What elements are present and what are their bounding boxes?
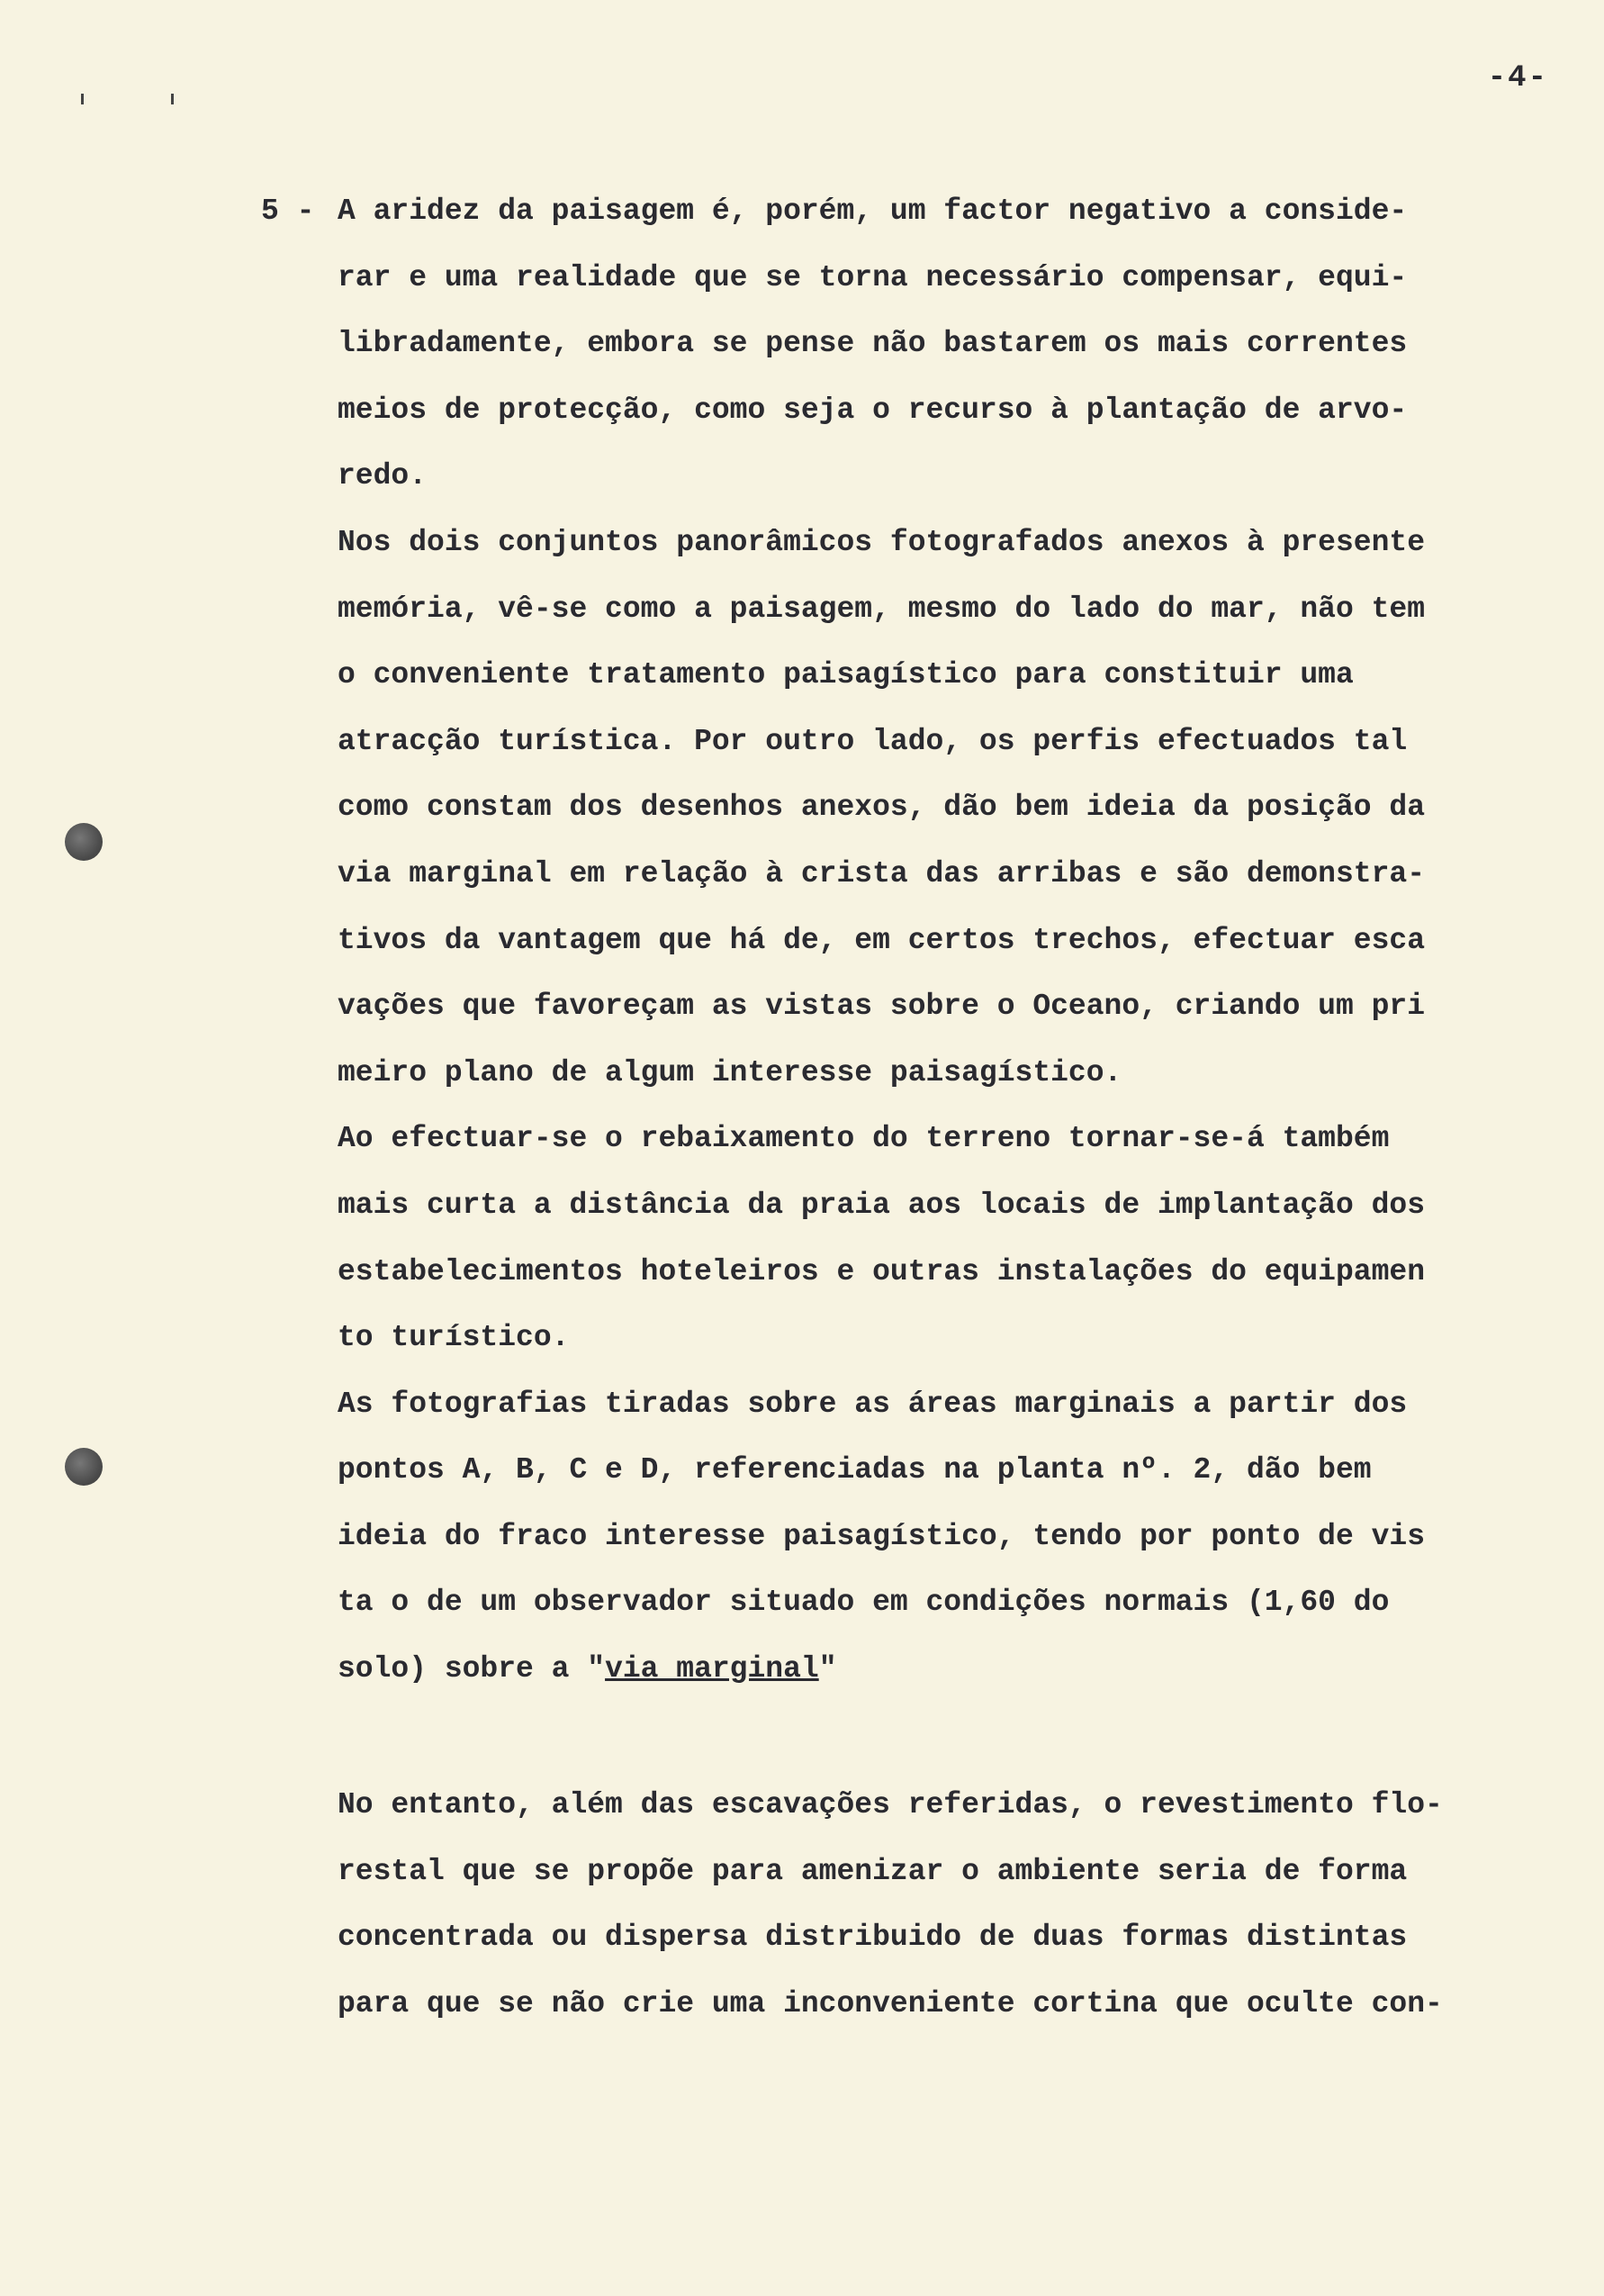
text-line: atracção turística. Por outro lado, os perfis efectuados tal (338, 724, 1408, 758)
text-line: meiro plano de algum interesse paisagístico. (338, 1055, 1122, 1089)
text-line: restal que se propõe para amenizar o ambiente seria de forma (338, 1854, 1408, 1888)
text-line-last (338, 1636, 1535, 1703)
text-line: o conveniente tratamento paisagístico para constituir uma (338, 658, 1354, 692)
last-line-prefix: solo) sobre a " (338, 1652, 606, 1686)
text-line: redo. (338, 459, 428, 493)
text-line: A aridez da paisagem é, porém, um factor negativo a conside- (338, 194, 1408, 228)
text-line: Nos dois conjuntos panorâmicos fotografados anexos à presente (338, 525, 1425, 559)
text-line: estabelecimentos hoteleiros e outras instalações do equipamen (338, 1254, 1425, 1288)
margin-mark (81, 94, 84, 104)
item-number: 5 - (261, 194, 315, 228)
text-line: pontos A, B, C e D, referenciadas na planta nº. 2, dão bem (338, 1453, 1372, 1487)
text-line: como constam dos desenhos anexos, dão bem ideia da posição da (338, 791, 1425, 825)
last-line-suffix: " (818, 1652, 837, 1686)
text-line: mais curta a distância da praia aos locais de implantação dos (338, 1188, 1425, 1222)
text-line: ta o de um observador situado em condições normais (1,60 do (338, 1586, 1390, 1620)
text-line: meios de protecção, como seja o recurso à plantação de arvo- (338, 393, 1408, 427)
paragraph-block-2 (338, 1772, 1535, 2037)
text-line: via marginal em relação à crista das arribas e são demonstra- (338, 856, 1425, 890)
text-line: vações que favoreçam as vistas sobre o Oceano, criando um pri (338, 990, 1425, 1024)
text-line: to turístico. (338, 1321, 570, 1355)
text-line: libradamente, embora se pense não bastarem os mais correntes (338, 327, 1408, 361)
text-line: As fotografias tiradas sobre as áreas marginais a partir dos (338, 1387, 1408, 1421)
text-line: para que se não crie uma inconveniente cortina que oculte con- (338, 1986, 1443, 2020)
text-line: Ao efectuar-se o rebaixamento do terreno tornar-se-á também (338, 1122, 1390, 1156)
page-number: -4- (1487, 61, 1548, 95)
text-line: tivos da vantagem que há de, em certos trechos, efectuar esca (338, 923, 1425, 957)
paragraph-block-1 (338, 178, 1535, 1703)
margin-mark (171, 94, 174, 104)
text-line: rar e uma realidade que se torna necessário compensar, equi- (338, 260, 1408, 294)
text-line: ideia do fraco interesse paisagístico, tendo por ponto de vis (338, 1519, 1425, 1553)
underlined-term: via marginal (605, 1652, 819, 1686)
text-line: concentrada ou dispersa distribuido de duas formas distintas (338, 1921, 1408, 1955)
text-line: No entanto, além das escavações referidas, o revestimento flo- (338, 1788, 1443, 1821)
text-line: memória, vê-se como a paisagem, mesmo do lado do mar, não tem (338, 592, 1425, 626)
punch-hole (65, 1448, 103, 1486)
punch-hole (65, 823, 103, 861)
